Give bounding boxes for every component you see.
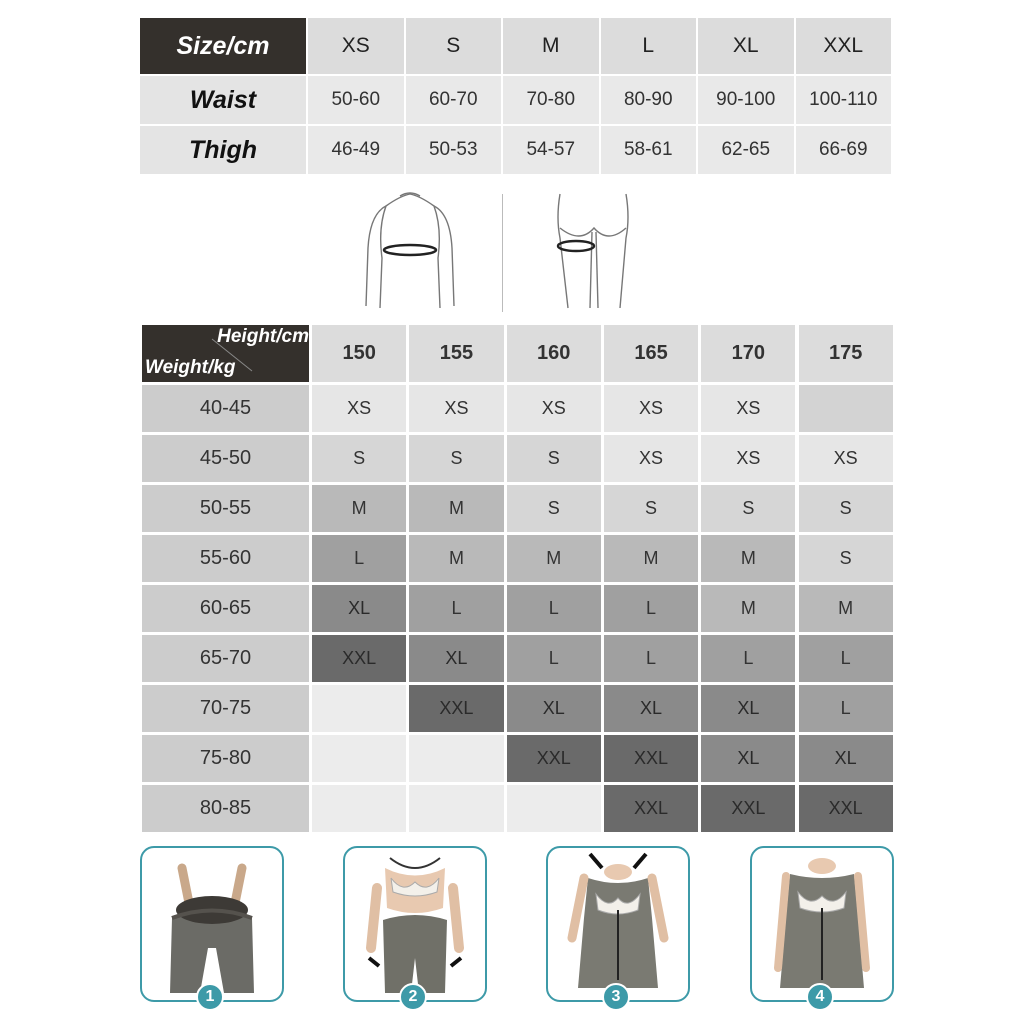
- size-recommendation-cell: XL: [701, 685, 795, 732]
- size-recommendation-cell: [312, 685, 406, 732]
- height-header-cell: 175: [799, 325, 893, 382]
- size-recommendation-cell: L: [507, 635, 601, 682]
- size-recommendation-cell: XS: [604, 385, 698, 432]
- size-recommendation-cell: XS: [701, 385, 795, 432]
- size-table-corner: Size/cm: [140, 18, 306, 74]
- step-3-illustration: [546, 846, 690, 1002]
- size-header-cell: XXL: [796, 18, 892, 74]
- size-recommendation-cell: XS: [312, 385, 406, 432]
- step-number-badge: 3: [602, 983, 630, 1011]
- size-recommendation-cell: M: [701, 585, 795, 632]
- size-recommendation-cell: L: [799, 635, 893, 682]
- weight-row-label: 55-60: [142, 535, 309, 582]
- step-number-badge: 1: [196, 983, 224, 1011]
- size-recommendation-cell: XL: [604, 685, 698, 732]
- step-2-illustration: [343, 846, 487, 1002]
- size-recommendation-cell: XXL: [312, 635, 406, 682]
- weight-row-label: 80-85: [142, 785, 309, 832]
- size-header-cell: S: [406, 18, 502, 74]
- step-4-illustration: [750, 846, 894, 1002]
- size-recommendation-cell: L: [604, 635, 698, 682]
- size-recommendation-cell: S: [701, 485, 795, 532]
- measurement-row-label: Waist: [140, 76, 306, 124]
- size-header-cell: XL: [698, 18, 794, 74]
- weight-row-label: 75-80: [142, 735, 309, 782]
- size-recommendation-cell: L: [507, 585, 601, 632]
- weight-row-label: 65-70: [142, 635, 309, 682]
- fit-table-corner: [142, 325, 309, 382]
- size-recommendation-cell: M: [409, 535, 503, 582]
- size-recommendation-cell: S: [799, 485, 893, 532]
- size-recommendation-cell: XS: [701, 435, 795, 482]
- height-header-cell: 160: [507, 325, 601, 382]
- size-recommendation-cell: XL: [409, 635, 503, 682]
- measurement-value-cell: 50-60: [308, 76, 404, 124]
- waist-measure-icon: [340, 188, 480, 313]
- pull-up-hips-icon: [345, 848, 485, 1000]
- height-header-cell: 155: [409, 325, 503, 382]
- measurement-value-cell: 62-65: [698, 126, 794, 174]
- size-recommendation-cell: S: [312, 435, 406, 482]
- measurement-value-cell: 70-80: [503, 76, 599, 124]
- weight-row-label: 45-50: [142, 435, 309, 482]
- size-recommendation-cell: XL: [799, 735, 893, 782]
- step-1-illustration: [140, 846, 284, 1002]
- size-recommendation-cell: [799, 385, 893, 432]
- size-recommendation-cell: XXL: [604, 785, 698, 832]
- size-recommendation-cell: M: [604, 535, 698, 582]
- height-header-cell: 165: [604, 325, 698, 382]
- weight-row-label: 60-65: [142, 585, 309, 632]
- size-recommendation-cell: XXL: [409, 685, 503, 732]
- measurement-value-cell: 58-61: [601, 126, 697, 174]
- weight-row-label: 40-45: [142, 385, 309, 432]
- measurement-value-cell: 100-110: [796, 76, 892, 124]
- measure-figures: [340, 188, 670, 318]
- weight-row-label: 50-55: [142, 485, 309, 532]
- measurement-value-cell: 80-90: [601, 76, 697, 124]
- size-recommendation-cell: S: [604, 485, 698, 532]
- weight-row-label: 70-75: [142, 685, 309, 732]
- measurement-value-cell: 90-100: [698, 76, 794, 124]
- measurement-value-cell: 46-49: [308, 126, 404, 174]
- size-recommendation-cell: S: [409, 435, 503, 482]
- measurement-value-cell: 54-57: [503, 126, 599, 174]
- size-recommendation-cell: XXL: [701, 785, 795, 832]
- size-recommendation-cell: [409, 735, 503, 782]
- size-recommendation-cell: S: [799, 535, 893, 582]
- size-recommendation-cell: XL: [507, 685, 601, 732]
- divider: [502, 194, 503, 312]
- weight-axis-label: Weight/kg: [145, 357, 236, 378]
- size-recommendation-cell: L: [312, 535, 406, 582]
- finished-bodysuit-icon: [752, 848, 892, 1000]
- size-recommendation-cell: M: [701, 535, 795, 582]
- measurement-row-label: Thigh: [140, 126, 306, 174]
- size-recommendation-cell: [409, 785, 503, 832]
- size-recommendation-cell: M: [409, 485, 503, 532]
- size-recommendation-cell: L: [799, 685, 893, 732]
- size-recommendation-cell: XS: [409, 385, 503, 432]
- size-header-cell: XS: [308, 18, 404, 74]
- step-number-badge: 4: [806, 983, 834, 1011]
- thigh-measure-icon: [530, 188, 670, 313]
- size-recommendation-cell: S: [507, 485, 601, 532]
- measurement-value-cell: 60-70: [406, 76, 502, 124]
- height-header-cell: 150: [312, 325, 406, 382]
- size-recommendation-cell: [507, 785, 601, 832]
- size-recommendation-cell: XL: [312, 585, 406, 632]
- size-recommendation-cell: XS: [604, 435, 698, 482]
- pull-up-shorts-icon: [142, 848, 282, 1000]
- height-header-cell: 170: [701, 325, 795, 382]
- size-recommendation-cell: XXL: [799, 785, 893, 832]
- size-header-cell: L: [601, 18, 697, 74]
- size-recommendation-cell: S: [507, 435, 601, 482]
- size-recommendation-cell: L: [604, 585, 698, 632]
- step-number-badge: 2: [399, 983, 427, 1011]
- size-recommendation-cell: XXL: [604, 735, 698, 782]
- measurement-value-cell: 50-53: [406, 126, 502, 174]
- size-recommendation-cell: L: [409, 585, 503, 632]
- size-recommendation-cell: M: [312, 485, 406, 532]
- adjust-straps-icon: [548, 848, 688, 1000]
- size-recommendation-cell: XS: [799, 435, 893, 482]
- size-recommendation-cell: [312, 785, 406, 832]
- size-header-cell: M: [503, 18, 599, 74]
- size-recommendation-cell: XS: [507, 385, 601, 432]
- height-axis-label: Height/cm: [217, 326, 309, 347]
- measurement-value-cell: 66-69: [796, 126, 892, 174]
- size-recommendation-cell: M: [507, 535, 601, 582]
- size-recommendation-cell: [312, 735, 406, 782]
- size-recommendation-cell: XXL: [507, 735, 601, 782]
- size-recommendation-cell: XL: [701, 735, 795, 782]
- size-recommendation-cell: M: [799, 585, 893, 632]
- size-recommendation-cell: L: [701, 635, 795, 682]
